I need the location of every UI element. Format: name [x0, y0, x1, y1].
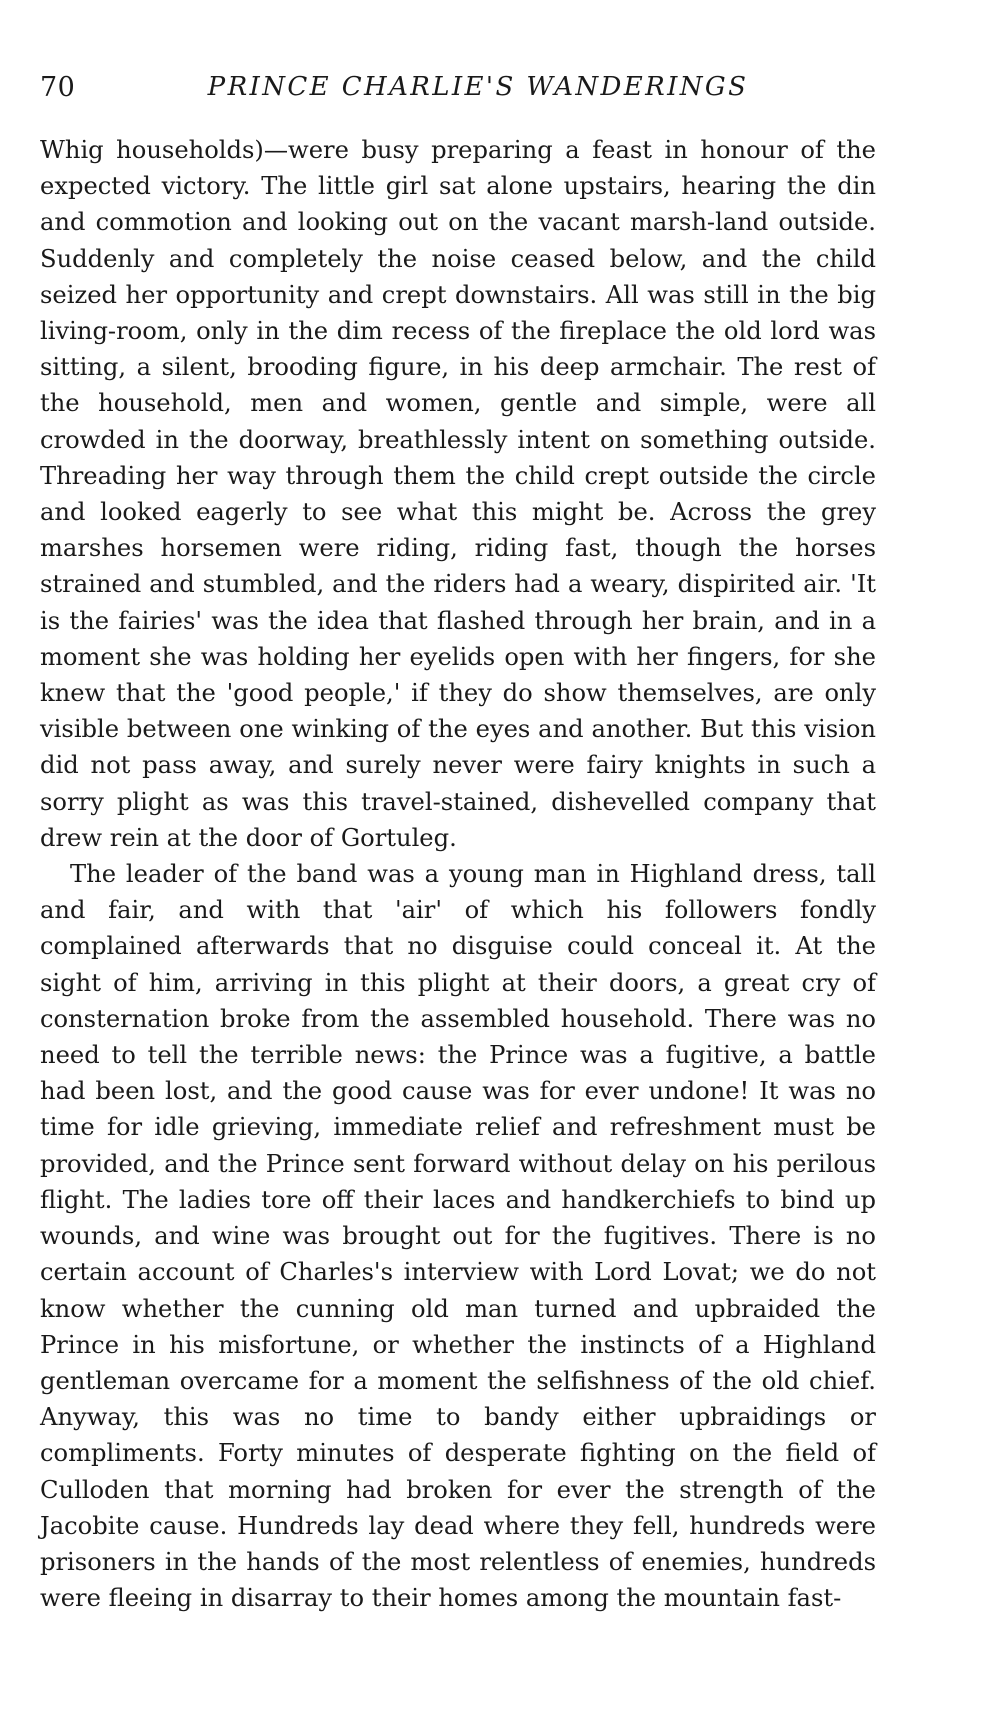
running-title: PRINCE CHARLIE'S WANDERINGS [207, 72, 749, 102]
paragraph: The leader of the band was a young man in Highland dress, tall and fair, and with that 'air' of which his followers fondly complained afterwards that no disguise could conceal it. At the sight of him, arriving in this plight at their doors, a great cry of consternation broke from the assembled household. There was no need to tell the terrible news: the Prince was a fugitive, a battle had been lost, and the good cause was for ever undone! It was no time for idle grieving, immediate relief and refreshment must be provided, and the Prince sent forward without delay on his perilous flight. The ladies tore off their laces and handkerchiefs to bind up wounds, and wine was brought out for the fugitives. There is no certain account of Charles's interview with Lord Lovat; we do not know whether the cunning old man turned and upbraided the Prince in his misfortune, or whether the instincts of a Highland gentleman overcame for a moment the selfishness of the old chief. Anyway, this was no time to bandy either upbraidings or compliments. Forty minutes of desperate fighting on the field of Culloden that morning had broken for ever the strength of the Jacobite cause. Hundreds lay dead where they fell, hundreds were prisoners in the hands of the most relentless of enemies, hundreds were fleeing in disarray to their homes among the mountain fast- [40, 860, 876, 1613]
paragraph: Whig households)—were busy preparing a feast in honour of the expected victory. The little girl sat alone upstairs, hearing the din and commotion and looking out on the vacant marsh-land outside. Suddenly and completely the noise ceased below, and the child seized her opportunity and crept downstairs. All was still in the big living-room, only in the dim recess of the fireplace the old lord was sitting, a silent, brooding figure, in his deep armchair. The rest of the household, men and women, gentle and simple, were all crowded in the doorway, breathlessly intent on something outside. Threading her way through them the child crept outside the circle and looked eagerly to see what this might be. Across the grey marshes horsemen were riding, riding fast, though the horses strained and stumbled, and the riders had a weary, dispirited air. 'It is the fairies' was the idea that flashed through her brain, and in a moment she was holding her eyelids open with her fingers, for she knew that the 'good people,' if they do show themselves, are only visible between one winking of the eyes and another. But this vision did not pass away, and surely never were fairy knights in such a sorry plight as was this travel-stained, dishevelled company that drew rein at the door of Gortuleg. [40, 136, 876, 852]
book-page [40, 72, 876, 1692]
page-number: 70 [40, 72, 76, 103]
page-header [40, 72, 876, 112]
